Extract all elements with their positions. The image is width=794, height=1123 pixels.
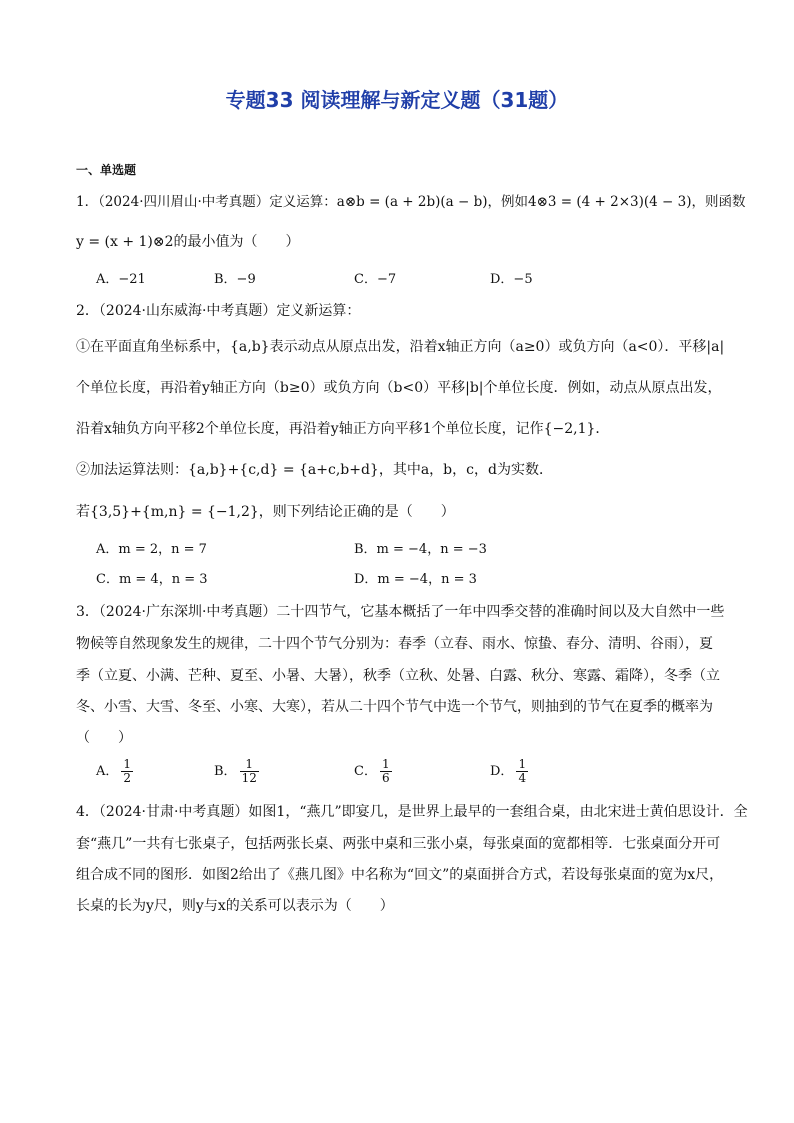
q2-line-4: 沿着x轴负方向平移2个单位长度，再沿着y轴正方向平移1个单位长度，记作{−2,1}． bbox=[76, 421, 610, 437]
q2-line-1: 2．（2024·山东威海·中考真题）定义新运算： bbox=[76, 303, 361, 319]
q2-option-c: C．m = 4，n = 3 bbox=[96, 572, 208, 587]
section-heading: 一、单选题 bbox=[76, 163, 137, 177]
fraction: $\frac{1}{12}$ bbox=[241, 757, 257, 785]
q4-line-1: 4．（2024·甘肃·中考真题）如图1，“燕几”即宴几，是世界上最早的一套组合桌，由北宋进士黄伯思设计．全 bbox=[76, 804, 748, 820]
q3-line-4: 冬、小雪、大雪、冬至、小寒、大寒），若从二十四个节气中选一个节气，则抽到的节气在夏季的概率为 bbox=[76, 699, 713, 715]
q2-option-d: D．m = −4，n = 3 bbox=[354, 572, 477, 587]
q3-line-5: （ ） bbox=[76, 730, 132, 746]
q2-line-5: ②加法运算法则：{a,b}+{c,d} = {a+c,b+d}，其中a，b，c，d为实数． bbox=[76, 462, 553, 478]
q1-option-c: C．−7 bbox=[354, 272, 397, 287]
q3-line-1: 3．（2024·广东深圳·中考真题）二十四节气，它基本概括了一年中四季交替的准确时间以及大自然中一些 bbox=[76, 604, 725, 620]
q1-option-a: A．−21 bbox=[96, 272, 146, 287]
q3-option-b: B． $\frac{1}{12}$ bbox=[214, 757, 257, 785]
q3-line-2: 物候等自然现象发生的规律，二十四个节气分别为：春季（立春、雨水、惊蛰、春分、清明、谷雨），夏 bbox=[76, 636, 713, 652]
q3-line-3: 季（立夏、小满、芒种、夏至、小暑、大暑），秋季（立秋、处暑、白露、秋分、寒露、霜降），冬季（立 bbox=[76, 668, 720, 684]
q1-line-2: y = (x + 1)⊗2的最小值为（ ） bbox=[76, 234, 300, 250]
q2-line-2: ①在平面直角坐标系中，{a,b}表示动点从原点出发，沿着x轴正方向（a≥0）或负方向（a<0）．平移|a| bbox=[76, 339, 725, 355]
q4-line-3: 组合成不同的图形．如图2给出了《燕几图》中名称为“回文”的桌面拼合方式，若设每张桌面的宽为x尺， bbox=[76, 867, 724, 883]
page-title: 专题33 阅读理解与新定义题（31题） bbox=[225, 88, 569, 112]
q2-line-6: 若{3,5}+{m,n} = {−1,2}，则下列结论正确的是（ ） bbox=[76, 504, 455, 520]
fraction: $\frac{1}{2}$ bbox=[123, 757, 132, 785]
q3-option-d: D． $\frac{1}{4}$ bbox=[490, 757, 527, 785]
q3-option-a: A． $\frac{1}{2}$ bbox=[96, 757, 132, 785]
fraction: $\frac{1}{4}$ bbox=[518, 757, 527, 785]
q1-option-b: B．−9 bbox=[214, 272, 256, 287]
q1-line-1: 1．（2024·四川眉山·中考真题）定义运算：a⊗b = (a + 2b)(a − b)，例如4⊗3 = (4 + 2×3)(4 − 3)，则函数 bbox=[76, 194, 746, 210]
q1-option-d: D．−5 bbox=[490, 272, 533, 287]
fraction: $\frac{1}{6}$ bbox=[381, 757, 390, 785]
q4-line-2: 套“燕几”一共有七张桌子，包括两张长桌、两张中桌和三张小桌，每张桌面的宽都相等．七张桌面分开可 bbox=[76, 836, 721, 852]
q3-option-c: C． $\frac{1}{6}$ bbox=[354, 757, 390, 785]
q2-line-3: 个单位长度，再沿着y轴正方向（b≥0）或负方向（b<0）平移|b|个单位长度．例如，动点从原点出发， bbox=[76, 380, 722, 396]
q2-option-b: B．m = −4，n = −3 bbox=[354, 542, 487, 557]
q2-option-a: A．m = 2，n = 7 bbox=[96, 542, 207, 557]
q4-line-4: 长桌的长为y尺，则y与x的关系可以表示为（ ） bbox=[76, 898, 394, 914]
